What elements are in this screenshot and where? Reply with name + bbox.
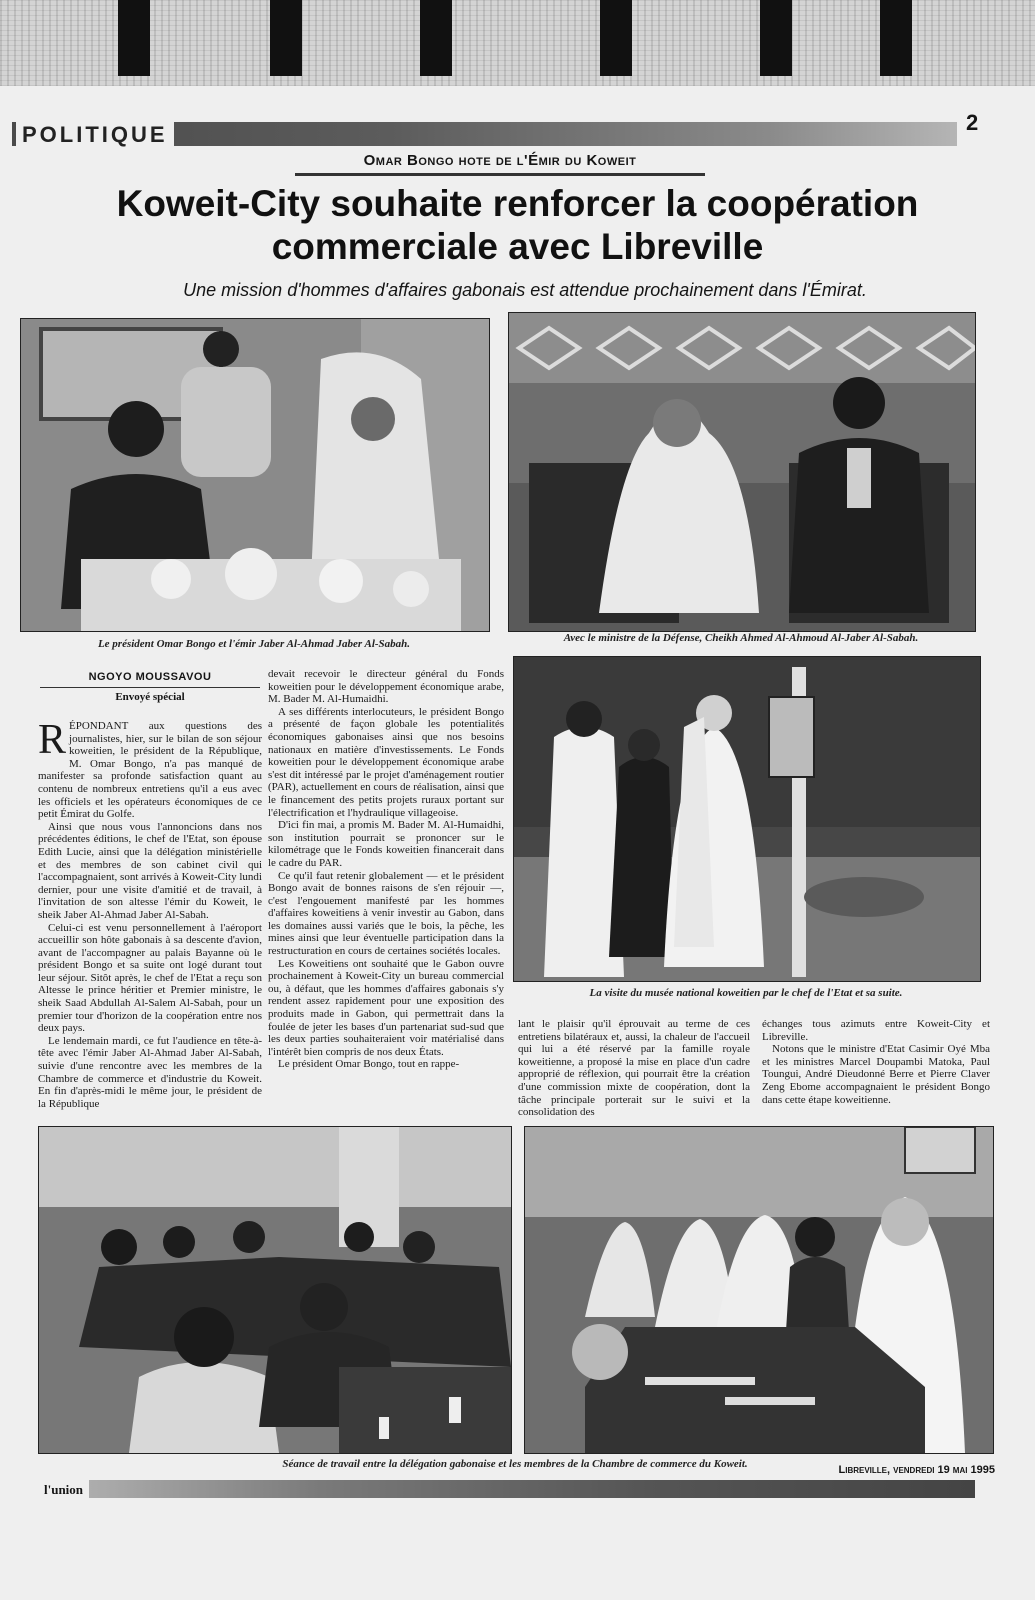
article-paragraph: lant le plaisir qu'il éprouvait au terme de ces entretiens bilatéraux et, aussi, la chaleur de l'accueil qui lui a été réservé par la famille royale koweitienne, a proposé la mise en place d'un cadre approprié de réflexion, qui pourrait être la création d'une commission mixte de coopération, dont la tâche principale porterait sur le suivi et la consolidation des bbox=[518, 1018, 750, 1118]
article-paragraph: devait recevoir le directeur général du Fonds koweitien pour le développement économique arabe, M. Bader M. Al-Humaidhi. bbox=[268, 668, 504, 706]
article-paragraph: Celui-ci est venu personnellement à l'aéroport accueillir son hôte gabonais à sa descente d'avion, avant de l'accompagner au palais Bayanne où le président Bongo et sa suite ont logé durant tout leur séjour. Sitôt après, le chef de l'Etat a reçu son Altesse le prince héritier et Premier ministre, le sheik Saad Abdullah Al-Salem Al-Sabah, pour un premier tour d'horizon de la coopération entre nos deux pays. bbox=[38, 921, 262, 1035]
photo-work-session-kuwait bbox=[524, 1126, 994, 1454]
article-paragraph: Notons que le ministre d'Etat Casimir Oyé Mba et les ministres Marcel Doupambi Matoka, Paul Toungui, André Dieudonné Berre et Pierre Claver Zeng Ebome accompagnaient le président Bongo dans cette étape koweitienne. bbox=[762, 1043, 990, 1106]
article-paragraph: échanges tous azimuts entre Koweit-City et Libreville. bbox=[762, 1018, 990, 1043]
drop-cap: R bbox=[38, 720, 67, 763]
photo-caption: La visite du musée national koweitien par le chef de l'Etat et sa suite. bbox=[589, 987, 903, 999]
photo-caption: Le président Omar Bongo et l'émir Jaber Al-Ahmad Jaber Al-Sabah. bbox=[97, 638, 411, 650]
photo-defense-minister bbox=[508, 312, 976, 632]
section-label: POLITIQUE bbox=[16, 122, 174, 146]
article-column-4 bbox=[762, 1018, 990, 1118]
dateline: Libreville, vendredi 19 mai 1995 bbox=[838, 1464, 995, 1476]
photo-museum-visit bbox=[513, 656, 981, 982]
photo-bongo-emir bbox=[20, 318, 490, 632]
page-number: 2 bbox=[966, 110, 979, 135]
kicker: Omar Bongo hote de l'Émir du Koweit bbox=[363, 152, 637, 169]
newspaper-page bbox=[0, 86, 1035, 1600]
article-column-2 bbox=[268, 668, 504, 1118]
subheadline: Une mission d'hommes d'affaires gabonais est attendue prochainement dans l'Émirat. bbox=[183, 280, 867, 300]
article-paragraph: RÉPONDANT aux questions des journalistes, hier, sur le bilan de son séjour koweitien, le président de la République, M. Omar Bongo, n'a pas manqué de manifester sa profonde satisfaction quant au contenu de nombreux entretiens qu'il a eus avec les officiels et les opérateurs économiques de ce petit Émirat du Golfe. bbox=[38, 720, 262, 821]
photo-work-session-gabon bbox=[38, 1126, 512, 1454]
binder-mark bbox=[880, 0, 912, 76]
byline-author: NGOYO MOUSSAVOU bbox=[88, 671, 212, 683]
article-paragraph: Le président Omar Bongo, tout en rappe- bbox=[278, 1058, 460, 1071]
scan-top-strip bbox=[0, 0, 1035, 86]
article-column-1 bbox=[38, 720, 262, 1118]
binder-mark bbox=[270, 0, 302, 76]
photo-caption: Avec le ministre de la Défense, Cheikh Ahmed Al-Ahmoud Al-Jaber Al-Sabah. bbox=[563, 632, 919, 644]
binder-mark bbox=[760, 0, 792, 76]
article-paragraph: Ce qu'il faut retenir globalement — et le président Bongo avait de bonnes raisons de s'en réjouir —, c'est l'engouement manifesté par les hommes d'affaires koweitiens à venir investir au Gabon, dans les domaines aussi variés que le bois, la pêche, les mines ainsi que leur éventuelle participation dans la restructuration en cours de certaines sociétés locales. bbox=[268, 869, 504, 958]
article-paragraph: Ainsi que nous vous l'annoncions dans nos précédentes éditions, le chef de l'Etat, son épouse Edith Lucie, ainsi que la délégation ministérielle et des membres de son cabinet civil qui l'accompagnaient, sont arrivés à Koweit-City lundi dernier, pour une visite d'amitié et de travail, à l'invitation de son altesse l'émir du Koweit, le sheik Jaber Al-Ahmad Jaber Al-Sabah. bbox=[38, 820, 262, 921]
newspaper-name: l'union bbox=[40, 1480, 89, 1498]
byline-rule bbox=[40, 687, 260, 688]
byline-role: Envoyé spécial bbox=[115, 691, 185, 703]
binder-mark bbox=[600, 0, 632, 76]
footer-bar bbox=[40, 1480, 975, 1498]
article-paragraph: A ses différents interlocuteurs, le président Bongo a présenté de façon globale les potentialités économiques gabonaises ainsi que nos besoins nationaux en matière d'investissements. Le Fonds koweitien pour le développement économique arabe s'est dit intéressé par le projet d'aménagement routier (PAR), actuellement en cours de réalisation, ainsi que le financement des petits projets ruraux portant sur l'électrification et l'hydraulique villageoise. bbox=[268, 705, 504, 819]
binder-mark bbox=[118, 0, 150, 76]
headline: Koweit-City souhaite renforcer la coopération commerciale avec Libreville bbox=[116, 183, 919, 267]
kicker-rule bbox=[295, 173, 705, 176]
article-column-3 bbox=[518, 1018, 750, 1118]
article-paragraph: Le lendemain mardi, ce fut l'audience en tête-à-tête avec l'émir Jaber Al-Ahmad Jaber Al-Sabah, suivie d'une rencontre avec les membres de la Chambre de commerce et d'industrie du Koweit. En fin d'après-midi le même jour, le président de la République bbox=[38, 1034, 262, 1110]
photo-caption: Séance de travail entre la délégation gabonaise et les membres de la Chambre de commerce du Koweit. bbox=[282, 1458, 748, 1470]
binder-mark bbox=[420, 0, 452, 76]
article-paragraph: Les Koweitiens ont souhaité que le Gabon ouvre prochainement à Koweit-City un bureau commercial ou, à défaut, que les hommes d'affaires gabonais s'y rendent assez rapidement pour une exposition des produits made in Gabon, qui permettrait dans la foulée de jeter les bases d'un partenariat sud-sud que les deux parties souhaiteraient voir matérialisé dans l'intérêt bien compris de nos deux États. bbox=[268, 957, 504, 1058]
article-paragraph: D'ici fin mai, a promis M. Bader M. Al-Humaidhi, son institution pourrait se prononcer sur le kilométrage que le Fonds koweitien financerait dans le cadre du PAR. bbox=[268, 819, 504, 869]
